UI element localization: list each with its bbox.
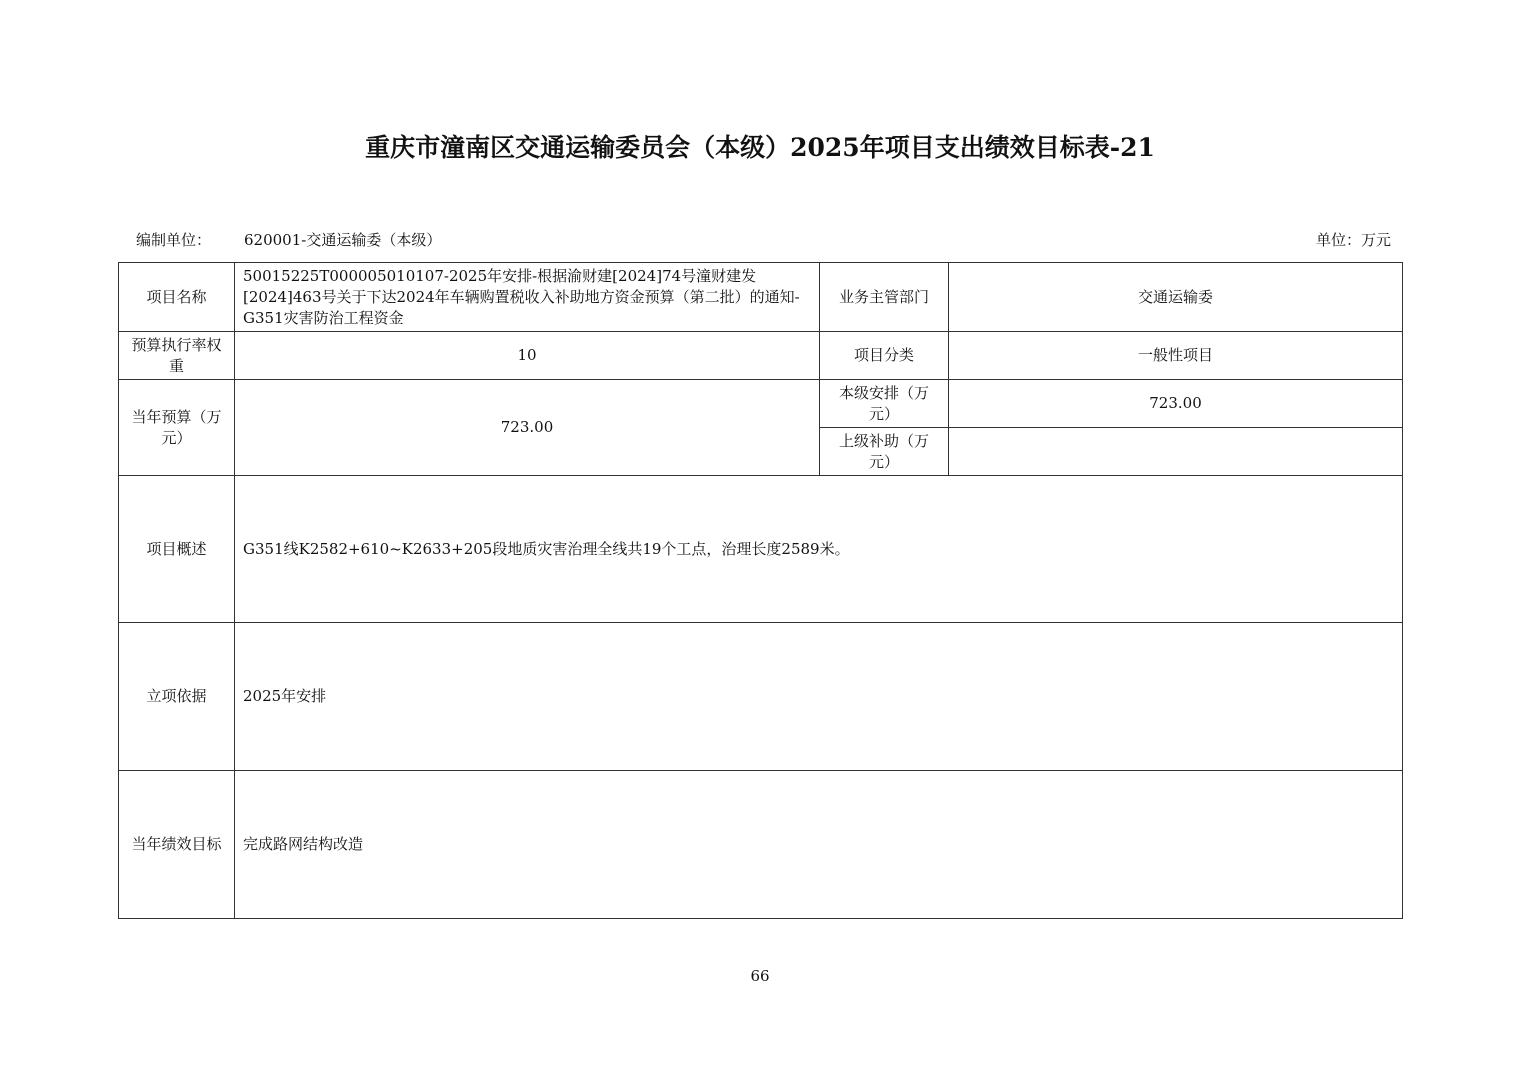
- compiling-unit-value: 620001-交通运输委（本级）: [244, 231, 442, 249]
- budget-label: 当年预算（万元）: [119, 380, 235, 476]
- table-row: [119, 332, 1403, 380]
- upper-subsidy-value: [949, 428, 1403, 476]
- budget-value: 723.00: [235, 380, 820, 476]
- local-arrangement-label: 本级安排（万元）: [820, 380, 949, 428]
- local-arrangement-value: 723.00: [949, 380, 1403, 428]
- category-label: 项目分类: [820, 332, 949, 380]
- table-row: [119, 771, 1403, 919]
- page-number: 66: [750, 967, 770, 985]
- exec-weight-label: 预算执行率权重: [119, 332, 235, 380]
- upper-subsidy-label: 上级补助（万元）: [820, 428, 949, 476]
- page-title: 重庆市潼南区交通运输委员会（本级）2025年项目支出绩效目标表-21: [365, 133, 1155, 162]
- table-row: [119, 476, 1403, 623]
- category-value: 一般性项目: [949, 332, 1403, 380]
- basis-value: 2025年安排: [235, 623, 1403, 771]
- compiling-unit-label: 编制单位：: [136, 231, 212, 249]
- overview-value: G351线K2582+610~K2633+205段地质灾害治理全线共19个工点，治理长度2589米。: [235, 476, 1403, 623]
- dept-label: 业务主管部门: [820, 263, 949, 332]
- basis-label: 立项依据: [119, 623, 235, 771]
- goal-value: 完成路网结构改造: [235, 771, 1403, 919]
- table-row: [119, 623, 1403, 771]
- table-row: [119, 263, 1403, 332]
- project-name-label: 项目名称: [119, 263, 235, 332]
- exec-weight-value: 10: [235, 332, 820, 380]
- overview-label: 项目概述: [119, 476, 235, 623]
- performance-target-table: [118, 262, 1403, 919]
- project-name-value: 50015225T000005010107-2025年安排-根据渝财建[2024]74号潼财建发[2024]463号关于下达2024年车辆购置税收入补助地方资金预算（第二批）的通知-G351灾害防治工程资金: [235, 263, 820, 332]
- currency-unit-label: 单位：万元: [1315, 231, 1391, 249]
- table-row: [119, 380, 1403, 428]
- goal-label: 当年绩效目标: [119, 771, 235, 919]
- dept-value: 交通运输委: [949, 263, 1403, 332]
